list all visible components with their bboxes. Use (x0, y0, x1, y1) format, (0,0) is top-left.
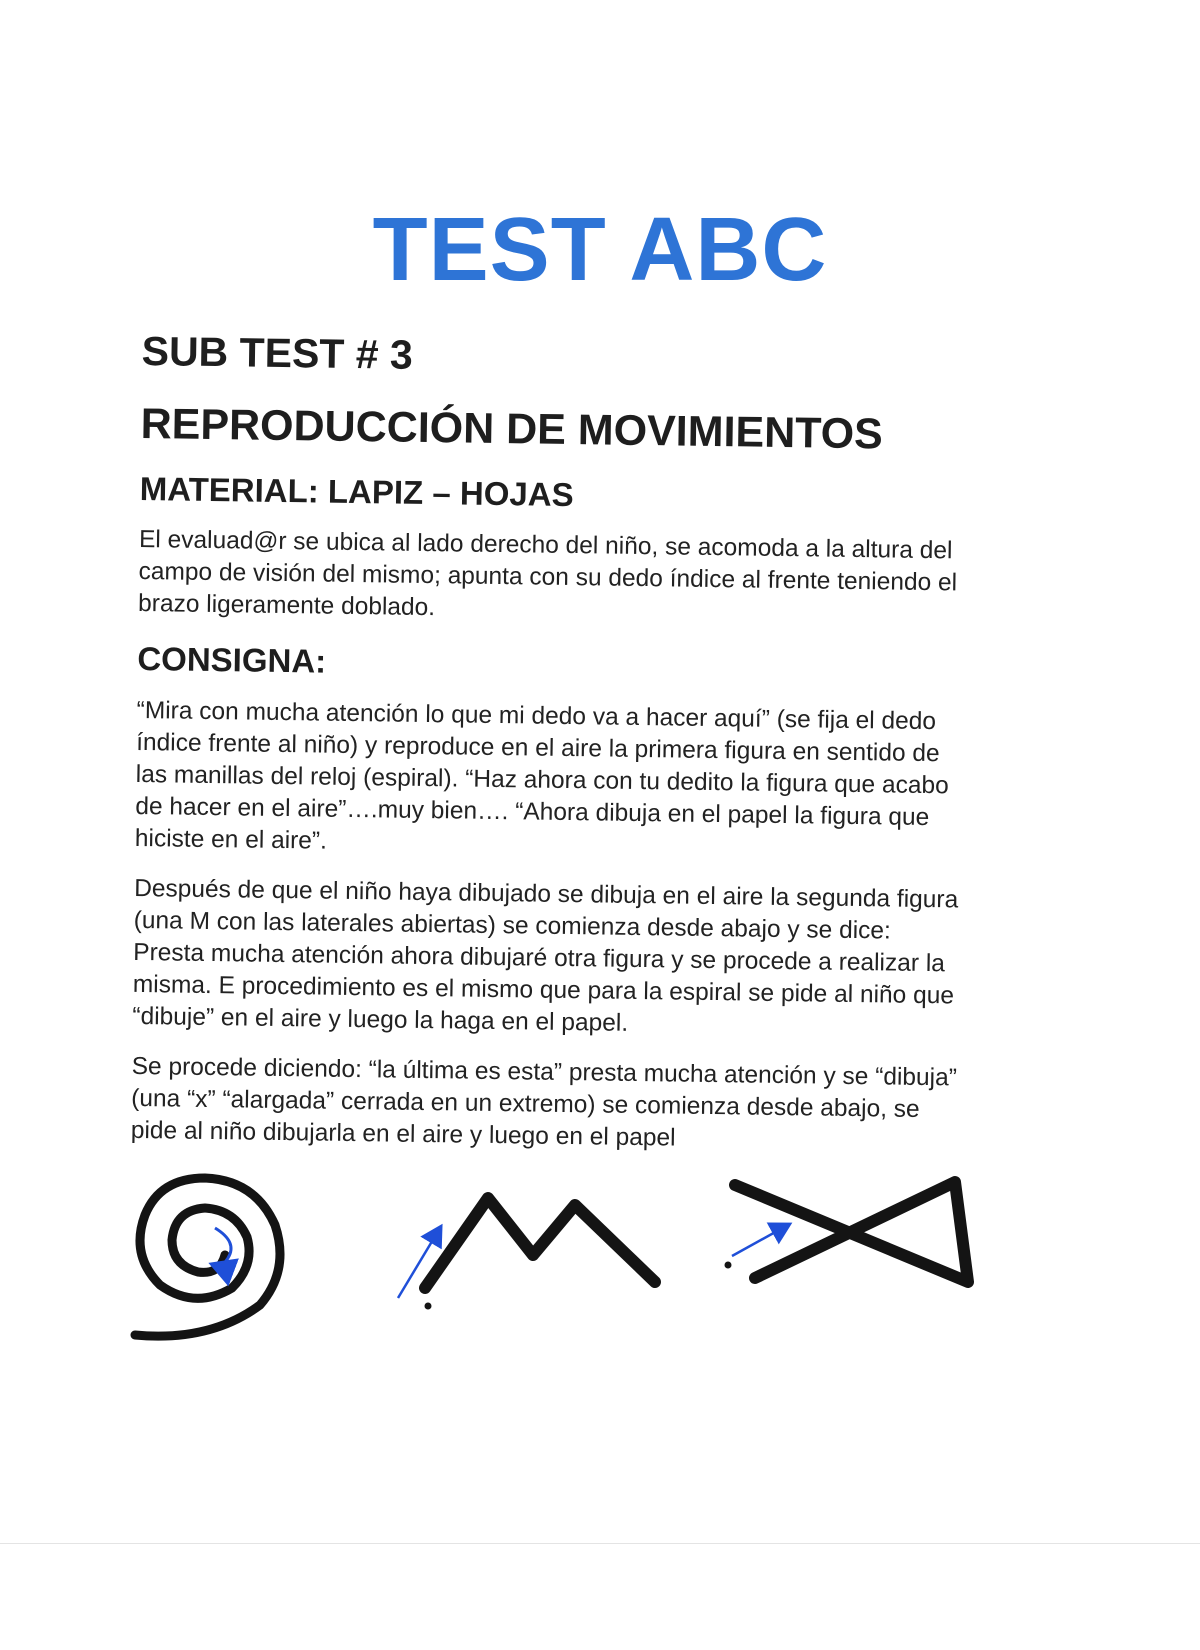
figures-row (0, 1170, 1200, 1370)
subtest-name-heading: REPRODUCCIÓN DE MOVIMIENTOS (140, 400, 884, 459)
intro-paragraph: El evaluad@r se ubica al lado derecho del niño, se acomoda a la altura del campo de visión del mismo; apunta con su dedo índice al frente teniendo el brazo ligeramente doblado. (137, 525, 958, 621)
m-stroke (425, 1198, 655, 1288)
document-body (130, 328, 972, 1177)
instruction-paragraph-1: “Mira con mucha atención lo que mi dedo va a hacer aquí” (se fija el dedo índice frente al niño) y reproduce en el aire la primera figura en sentido de las manillas del reloj (espiral). “Haz ahora con tu dedito la figura que acabo de hacer en el aire”….muy bien…. “Ahora dibuja en el papel la figura que hiciste en el aire”. (134, 697, 949, 856)
instruction-paragraph-2: Después de que el niño haya dibujado se dibuja en el aire la segunda figura (una M con las laterales abiertas) se comienza desde abajo y se dice: Presta mucha atención ahora dibujaré otra figura y se procede a realizar la misma. E procedimiento es el mismo que para la espiral se pide al niño que “dibuje” en el aire y luego la haga en el papel. (132, 875, 959, 1038)
spiral-stroke (135, 1178, 280, 1336)
page-title: TEST ABC (372, 200, 828, 300)
m-start-dot (425, 1303, 432, 1310)
closed-x-figure (725, 1182, 969, 1282)
x-start-arrow (732, 1225, 788, 1256)
x-stroke (735, 1182, 968, 1282)
m-start-arrow (398, 1228, 440, 1298)
spiral-figure (135, 1178, 280, 1336)
consigna-heading: CONSIGNA: (137, 639, 327, 680)
x-start-dot (725, 1262, 732, 1269)
page-edge-line (0, 1543, 1200, 1544)
open-m-figure (398, 1198, 655, 1310)
subtest-heading: SUB TEST # 3 (141, 328, 414, 378)
instruction-paragraph-3: Se procede diciendo: “la última es esta” presta mucha atención y se “dibuja” (una “x” “alargada” cerrada en un extremo) se comienza desde abajo, se pide al niño dibujarla en el aire y luego en el papel (130, 1053, 958, 1152)
material-heading: MATERIAL: LAPIZ – HOJAS (139, 469, 574, 513)
